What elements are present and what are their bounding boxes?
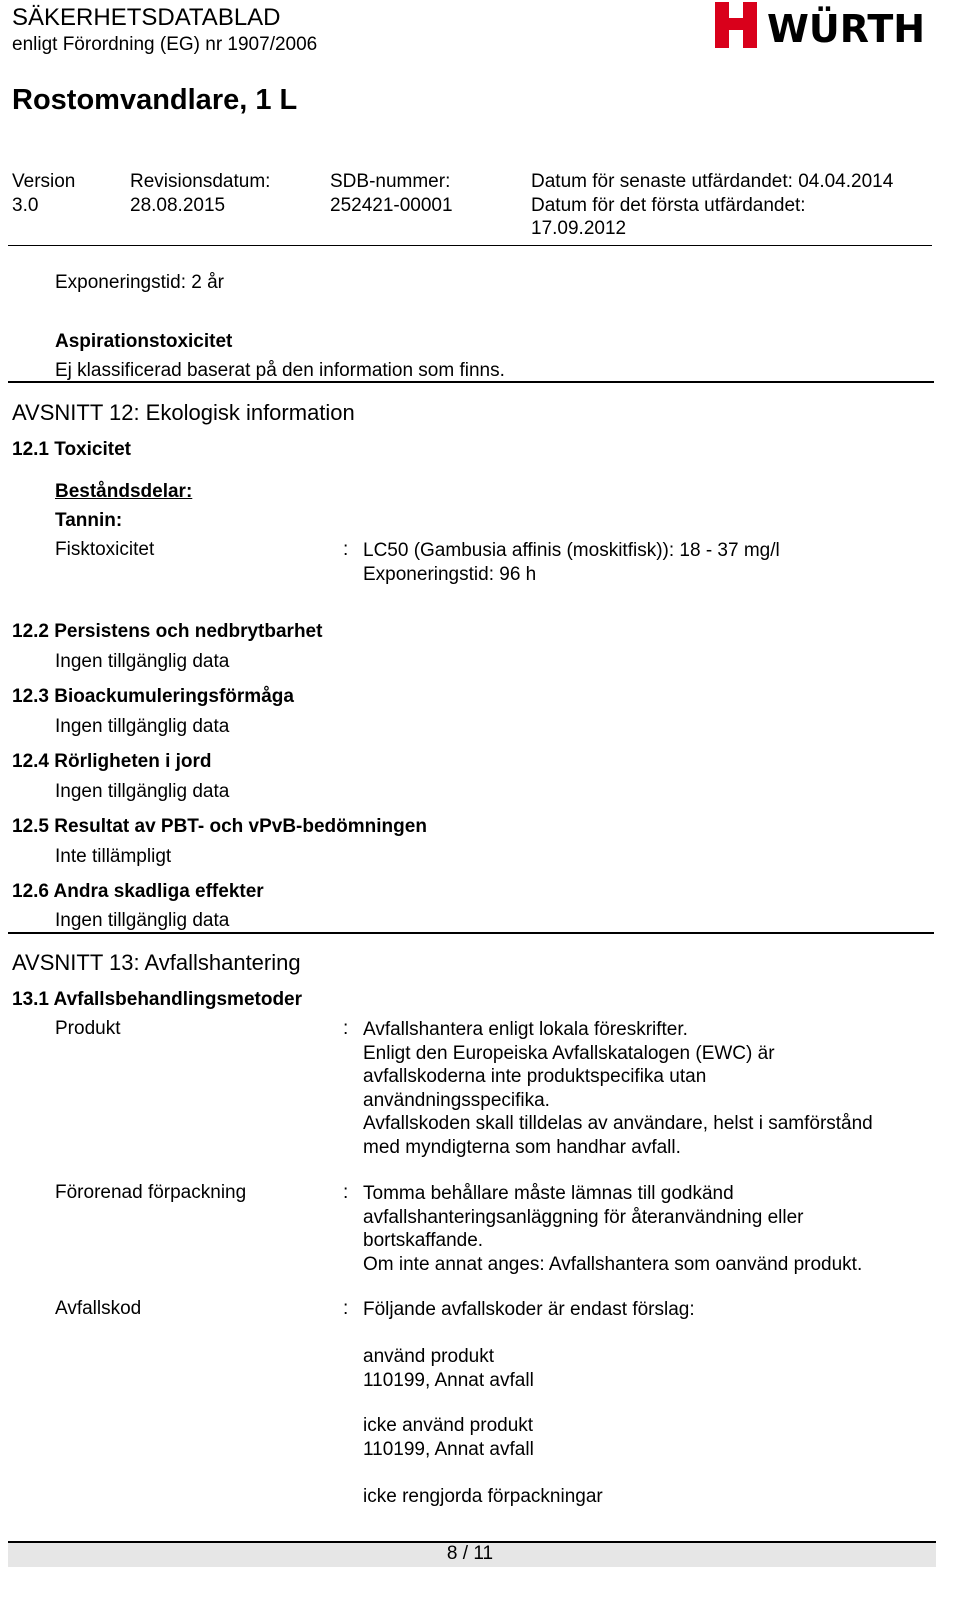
subsection-12-2: 12.2 Persistens och nedbrytbarhet — [12, 621, 323, 642]
header-divider — [8, 245, 932, 246]
packaging-line: Om inte annat anges: Avfallshantera som oanvänd produkt. — [363, 1253, 863, 1275]
waste-code-intro: Följande avfallskoder är endast förslag: — [363, 1299, 695, 1320]
product-label: Produkt — [55, 1018, 121, 1039]
first-issue-value: 17.09.2012 — [531, 218, 627, 239]
colon: : — [343, 539, 349, 560]
packaging-line: avfallshanteringsanläggning för återanvändning eller — [363, 1206, 804, 1228]
product-line: avfallskoderna inte produktspecifika utan — [363, 1066, 707, 1087]
product-text — [363, 1018, 873, 1159]
waste-code-used — [363, 1345, 534, 1392]
components-heading: Beståndsdelar: — [55, 481, 193, 502]
revision-label: Revisionsdatum: — [130, 171, 271, 192]
product-line: Avfallshantera enligt lokala föreskrifter. — [363, 1019, 688, 1040]
version-label: Version — [12, 171, 76, 192]
waste-code-used-code: 110199, Annat avfall — [363, 1369, 534, 1391]
first-issue-label: Datum för det första utfärdandet: — [531, 195, 806, 216]
subsection-12-1: 12.1 Toxicitet — [12, 439, 131, 460]
product-line: med myndigterna som handhar avfall. — [363, 1136, 681, 1158]
product-line: Enligt den Europeiska Avfallskatalogen (EWC) är — [363, 1042, 775, 1064]
revision-value: 28.08.2015 — [130, 195, 226, 216]
section-divider — [8, 381, 934, 383]
packaging-line: Tomma behållare måste lämnas till godkänd — [363, 1183, 734, 1204]
subsection-12-5-text: Inte tillämpligt — [55, 846, 172, 867]
subsection-12-6: 12.6 Andra skadliga effekter — [12, 881, 264, 902]
colon: : — [343, 1018, 349, 1039]
colon: : — [343, 1182, 349, 1203]
waste-code-unused — [363, 1414, 534, 1461]
product-name: Rostomvandlare, 1 L — [12, 84, 298, 116]
aspiration-title: Aspirationstoxicitet — [55, 331, 233, 352]
component-tannin: Tannin: — [55, 510, 123, 531]
fish-toxicity-value — [363, 539, 780, 586]
waste-code-unused-code: 110199, Annat avfall — [363, 1438, 534, 1460]
product-line: Avfallskoden skall tilldelas av användare, helst i samförstånd — [363, 1113, 873, 1134]
version-value: 3.0 — [12, 195, 39, 216]
sdb-label: SDB-nummer: — [330, 171, 451, 192]
doc-type: SÄKERHETSDATABLAD — [12, 4, 281, 31]
wurth-logo — [715, 2, 935, 50]
subsection-12-4: 12.4 Rörligheten i jord — [12, 751, 212, 772]
packaging-text — [363, 1182, 862, 1276]
waste-code-unused-label: icke använd produkt — [363, 1415, 534, 1436]
fish-toxicity-exposure: Exponeringstid: 96 h — [363, 563, 537, 585]
subsection-12-2-text: Ingen tillgänglig data — [55, 651, 230, 672]
packaging-line: bortskaffande. — [363, 1230, 484, 1251]
product-line: användningsspecifika. — [363, 1089, 550, 1111]
waste-code-used-label: använd produkt — [363, 1346, 494, 1367]
section-12-title: AVSNITT 12: Ekologisk information — [12, 400, 355, 425]
fish-toxicity-label: Fisktoxicitet — [55, 539, 155, 560]
sdb-value: 252421-00001 — [330, 195, 453, 216]
section-13-title: AVSNITT 13: Avfallshantering — [12, 950, 301, 975]
packaging-label: Förorenad förpackning — [55, 1182, 247, 1203]
section-divider — [8, 932, 934, 934]
brand-wordmark: WÜRTH — [767, 7, 926, 50]
regulation: enligt Förordning (EG) nr 1907/2006 — [12, 34, 318, 55]
subsection-12-3: 12.3 Bioackumuleringsförmåga — [12, 686, 294, 707]
colon: : — [343, 1298, 349, 1319]
fish-toxicity-lc50: LC50 (Gambusia affinis (moskitfisk)): 18 - 37 mg/l — [363, 540, 780, 561]
exposure-time: Exponeringstid: 2 år — [55, 272, 224, 293]
aspiration-text: Ej klassificerad baserat på den information som finns. — [55, 360, 505, 381]
latest-issue-date: Datum för senaste utfärdandet: 04.04.2014 — [531, 171, 894, 192]
waste-code-label: Avfallskod — [55, 1298, 142, 1319]
subsection-12-4-text: Ingen tillgänglig data — [55, 781, 230, 802]
subsection-13-1: 13.1 Avfallsbehandlingsmetoder — [12, 989, 303, 1010]
waste-code-uncleaned-packaging: icke rengjorda förpackningar — [363, 1486, 603, 1507]
subsection-12-5: 12.5 Resultat av PBT- och vPvB-bedömningen — [12, 816, 427, 837]
subsection-12-6-text: Ingen tillgänglig data — [55, 910, 230, 931]
wurth-logo-mark — [715, 2, 757, 48]
subsection-12-3-text: Ingen tillgänglig data — [55, 716, 230, 737]
page-number: 8 / 11 — [446, 1543, 494, 1564]
